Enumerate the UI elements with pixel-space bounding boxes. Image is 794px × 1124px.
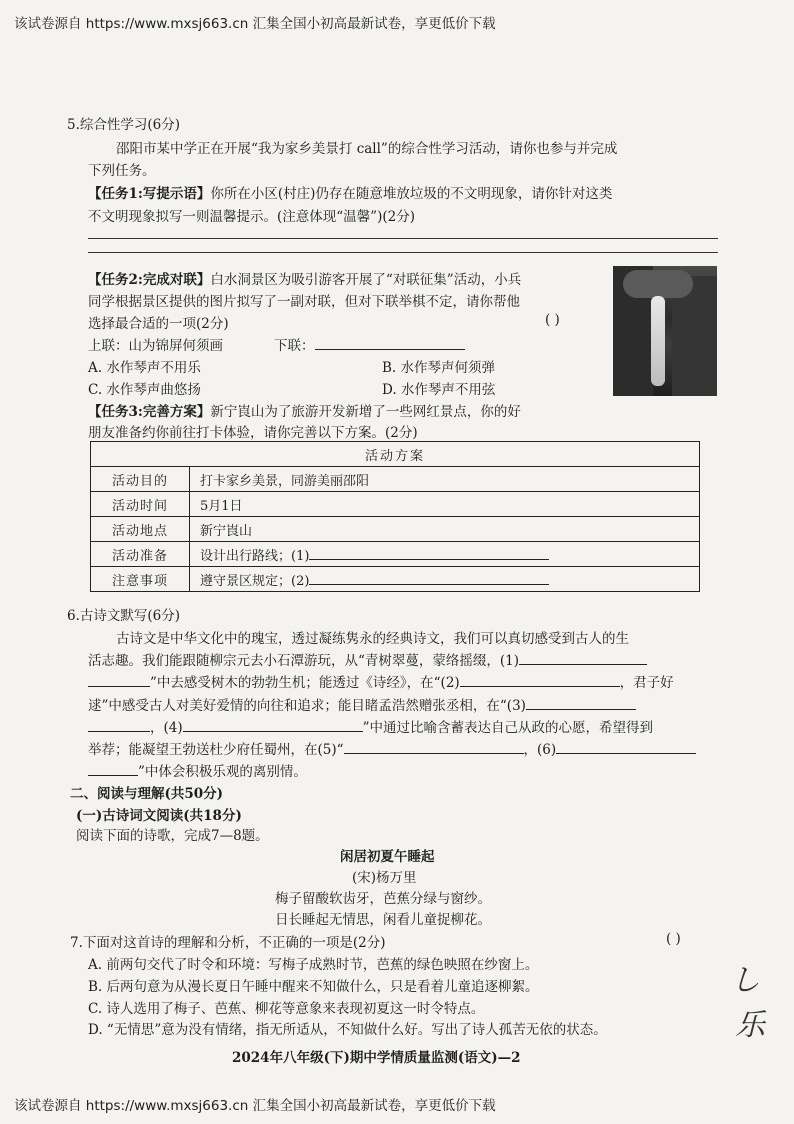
couplet-lower: 下联： <box>274 334 465 354</box>
plan-blank-1[interactable] <box>309 545 549 560</box>
blank-4[interactable] <box>183 717 363 732</box>
blank-1-cont[interactable] <box>88 672 150 687</box>
q6-title: 6.古诗文默写(6分) <box>67 608 181 624</box>
task1-text: 你所在小区(村庄)仍存在随意堆放垃圾的不文明现象，请你针对这类 <box>210 186 613 202</box>
q6-line5: ，(4) ”中通过比喻含蓄表达自己从政的心愿，希望得到 <box>88 716 653 736</box>
poem-line2: 日长睡起无情思，闲看儿童捉柳花。 <box>275 912 491 928</box>
poem-title: 闲居初夏午睡起 <box>340 849 435 865</box>
q7-option-a: A. 前两句交代了时令和环境：写梅子成熟时节，芭蕉的绿色映照在纱窗上。 <box>88 957 539 973</box>
handwriting-mark-1: し <box>730 963 760 998</box>
handwriting-mark-2: 乐 <box>735 1008 765 1043</box>
task2-text: 白水洞景区为吸引游客开展了“对联征集”活动，小兵 <box>210 272 522 288</box>
blank-1[interactable] <box>519 650 647 665</box>
q5-task3-line1 <box>88 400 521 420</box>
q6-line3: ”中去感受树木的勃勃生机；能透过《诗经》，在“(2) ，君子好 <box>88 671 674 691</box>
section2-subtitle: (一)古诗词文阅读(共18分) <box>76 808 242 824</box>
task2-answer-paren: ( ) <box>545 312 560 328</box>
q5-task2-line1 <box>88 268 521 288</box>
table-row: 注意事项 遵守景区规定；(2) <box>91 567 700 592</box>
table-row: 活动目的 打卡家乡美景，同游美丽邵阳 <box>91 467 700 492</box>
q6-line7: ”中体会积极乐观的离别情。 <box>88 760 307 780</box>
task1-label: 【任务1:写提示语】 <box>88 186 211 202</box>
page-footer: 2024年八年级(下)期中学情质量监测(语文)—2 <box>232 1050 521 1066</box>
poem-author: (宋)杨万里 <box>352 870 417 886</box>
watermark-bottom: 该试卷源自 https://www.mxsj663.cn 汇集全国小初高最新试卷，享更低价下载 <box>14 1098 496 1114</box>
q7-option-b: B. 后两句意为从漫长夏日午睡中醒来不知做什么，只是看着儿童追逐柳絮。 <box>88 979 539 995</box>
plan-title: 活动方案 <box>91 442 700 467</box>
q5-task2-line3: 选择最合适的一项(2分) <box>88 316 229 332</box>
q5-intro-line1: 邵阳市某中学正在开展“我为家乡美景打 call”的综合性学习活动，请你也参与并完成 <box>116 141 618 157</box>
q7-option-c: C. 诗人选用了梅子、芭蕉、柳花等意象来表现初夏这一时令特点。 <box>88 1001 485 1017</box>
couplet-upper: 上联：山为锦屏何须画 <box>88 338 223 354</box>
task3-text: 新宁崀山为了旅游开发新增了一些网红景点，你的好 <box>210 404 521 420</box>
blank-3-cont[interactable] <box>88 717 150 732</box>
q7-option-d: D. “无情思”意为没有情绪，指无所适从，不知做什么好。写出了诗人孤苦无依的状态。 <box>88 1022 607 1038</box>
task1-answer-line-2 <box>88 252 718 253</box>
blank-6-cont[interactable] <box>88 761 138 776</box>
activity-plan-table <box>90 441 700 592</box>
task3-label: 【任务3:完善方案】 <box>88 404 211 420</box>
q5-task2-line2: 同学根据景区提供的图片拟写了一副对联，但对下联举棋不定，请你帮他 <box>88 294 520 310</box>
blank-6[interactable] <box>556 739 696 754</box>
q6-line4: 逑”中感受古人对美好爱情的向往和追求；能目睹孟浩然赠张丞相，在“(3) <box>88 694 636 714</box>
q5-task1-line2: 不文明现象拟写一则温馨提示。(注意体现“温馨”)(2分) <box>88 209 415 225</box>
option-a: A. 水作琴声不用乐 <box>88 360 201 376</box>
blank-5[interactable] <box>344 739 524 754</box>
section2-title: 二、阅读与理解(共50分) <box>70 786 224 802</box>
option-d: D. 水作琴声不用弦 <box>382 382 496 398</box>
q5-intro-line2: 下列任务。 <box>88 163 156 179</box>
q5-task3-line2: 朋友准备约你前往打卡体验，请你完善以下方案。(2分) <box>88 425 418 441</box>
watermark-top: 该试卷源自 https://www.mxsj663.cn 汇集全国小初高最新试卷，享更低价下载 <box>14 16 496 32</box>
q6-line1: 古诗文是中华文化中的瑰宝，透过凝练隽永的经典诗文，我们可以真切感受到古人的生 <box>116 631 629 647</box>
table-row: 活动准备 设计出行路线；(1) <box>91 542 700 567</box>
blank-2[interactable] <box>460 672 620 687</box>
q6-line6: 举荐；能凝望王勃送杜少府任蜀州，在(5)“ ，(6) <box>88 738 696 758</box>
option-b: B. 水作琴声何须弹 <box>382 360 496 376</box>
poem-line1: 梅子留酸软齿牙，芭蕉分绿与窗纱。 <box>275 891 491 907</box>
q5-task1-line1 <box>88 182 612 202</box>
q7-answer-paren: ( ) <box>666 931 681 947</box>
q6-line2: 活志趣。我们能跟随柳宗元去小石潭游玩，从“青树翠蔓，蒙络摇缀，(1) <box>88 649 647 669</box>
table-row: 活动时间 5月1日 <box>91 492 700 517</box>
waterfall-photo <box>613 266 717 396</box>
couplet-lower-blank[interactable] <box>315 335 465 350</box>
table-row: 活动地点 新宁崀山 <box>91 517 700 542</box>
option-c: C. 水作琴声曲悠扬 <box>88 382 201 398</box>
section2-instruction: 阅读下面的诗歌，完成7—8题。 <box>76 828 269 844</box>
q5-title: 5.综合性学习(6分) <box>67 117 181 133</box>
plan-blank-2[interactable] <box>309 570 549 585</box>
blank-3[interactable] <box>526 695 636 710</box>
task1-answer-line-1 <box>88 238 718 239</box>
task2-label: 【任务2:完成对联】 <box>88 272 211 288</box>
q7-stem: 7.下面对这首诗的理解和分析，不正确的一项是(2分) <box>70 935 386 951</box>
